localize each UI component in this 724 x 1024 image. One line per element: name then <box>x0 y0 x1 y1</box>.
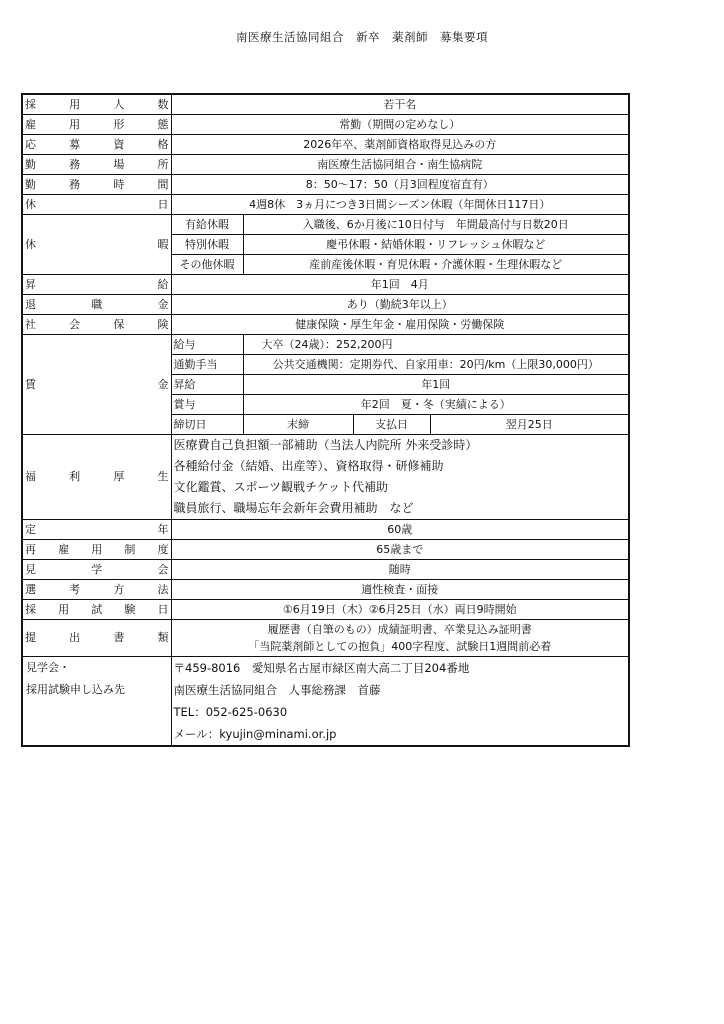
row-label <box>22 155 171 175</box>
row-contact <box>22 657 629 747</box>
contact-phone: TEL：052-625-0630 <box>173 705 288 719</box>
row-teinen <box>22 520 629 540</box>
contact-details <box>171 657 629 747</box>
label-char: 用 <box>58 602 70 616</box>
row-value: ①6月19日（木）②6月25日（水）両日9時開始 <box>171 600 629 620</box>
contact-email-link[interactable]: メール：kyujin@minami.or.jp <box>173 727 337 741</box>
label-char: 勤 <box>25 177 36 191</box>
row-value: 4週8休 3ヵ月につき3日間シーズン休暇（年間休日117日） <box>171 195 629 215</box>
pay-date-label: 支払日 <box>353 415 430 435</box>
label-char: 採 <box>25 97 36 111</box>
benefit-line: 各種給付金（結婚、出産等）、資格取得・研修補助 <box>173 459 444 473</box>
row-label <box>22 275 171 295</box>
label-char: 法 <box>157 582 169 596</box>
row-label <box>22 295 171 315</box>
row-kyuka <box>22 215 629 235</box>
label-char: 間 <box>157 177 169 191</box>
row-value <box>171 620 629 657</box>
label-char: 提 <box>25 631 36 644</box>
contact-department: 南医療生活協同組合 人事総務課 首藤 <box>173 683 381 697</box>
label-char: 雇 <box>58 542 70 556</box>
row-value: 南医療生活協同組合・南生協病院 <box>171 155 629 175</box>
label-char: 務 <box>69 157 81 171</box>
row-value: 大卒（24歳）：252,200円 <box>243 335 629 355</box>
label-char: 定 <box>25 522 36 536</box>
label-char: 社 <box>25 317 36 331</box>
label-char: 厚 <box>113 470 125 483</box>
row-label <box>22 135 171 155</box>
row-value: 年2回 夏・冬（実績による） <box>243 395 629 415</box>
row-value: 適性検査・面接 <box>171 580 629 600</box>
row-label <box>22 94 171 115</box>
row-label <box>22 620 171 657</box>
label-char: 用 <box>91 542 103 556</box>
row-label <box>22 215 171 275</box>
row-value: 60歳 <box>171 520 629 540</box>
row-shakai-hoken <box>22 315 629 335</box>
label-char: 数 <box>157 97 169 111</box>
label-char: 利 <box>69 470 81 483</box>
row-value: 末締 <box>243 415 353 435</box>
contact-address: 〒459-8016 愛知県名古屋市緑区南大高二丁目204番地 <box>173 661 470 675</box>
label-char: 形 <box>113 117 125 131</box>
label-char: 年 <box>157 522 169 536</box>
row-label <box>22 115 171 135</box>
row-fukuri <box>22 435 629 520</box>
row-label <box>22 315 171 335</box>
page-title: 南医療生活協同組合 新卒 薬剤師 募集要項 <box>236 30 488 44</box>
label-char: 職 <box>91 297 103 311</box>
benefit-line: 職員旅行、職場忘年会新年会費用補助 など <box>173 501 414 515</box>
label-char: 賃 <box>25 377 36 391</box>
row-label <box>22 435 171 520</box>
row-label <box>22 335 171 435</box>
label-char: 考 <box>69 582 81 596</box>
row-value: 公共交通機関：定期券代、自家用車：20円/km（上限30,000円） <box>243 355 629 375</box>
contact-label <box>22 657 171 747</box>
label-char: 会 <box>157 562 169 576</box>
row-teishutsu <box>22 620 629 657</box>
label-char: 休 <box>25 237 36 251</box>
label-char: 度 <box>157 542 169 556</box>
sub-label: 締切日 <box>171 415 243 435</box>
contact-label-line: 採用試験申し込み先 <box>26 683 125 696</box>
row-kinmu-jikan <box>22 175 629 195</box>
row-chingin-kyuyo <box>22 335 629 355</box>
pay-date-value: 翌月25日 <box>430 415 629 435</box>
label-char: 出 <box>69 631 81 644</box>
label-char: 態 <box>157 117 169 131</box>
row-value <box>171 435 629 520</box>
row-kengaku <box>22 560 629 580</box>
label-char: 類 <box>157 631 169 644</box>
row-kinmu-basho <box>22 155 629 175</box>
label-char: 生 <box>157 470 169 483</box>
label-char: 所 <box>157 157 169 171</box>
label-char: 保 <box>113 317 125 331</box>
label-char: 時 <box>113 177 125 191</box>
benefit-line: 文化鑑賞、スポーツ観戦チケット代補助 <box>173 480 388 494</box>
sub-label: その他休暇 <box>171 255 243 275</box>
label-char: 勤 <box>25 157 36 171</box>
sub-label: 通勤手当 <box>171 355 243 375</box>
row-label <box>22 540 171 560</box>
row-value: あり（勤続3年以上） <box>171 295 629 315</box>
label-char: 書 <box>113 631 125 644</box>
label-char: 用 <box>69 117 81 131</box>
label-char: 給 <box>157 277 169 291</box>
sub-label: 給与 <box>171 335 243 355</box>
label-char: 用 <box>69 97 81 111</box>
contact-label-line: 見学会・ <box>26 661 70 674</box>
label-char: 格 <box>157 137 169 151</box>
label-char: 日 <box>157 602 169 616</box>
label-char: 務 <box>69 177 81 191</box>
sub-label: 賞与 <box>171 395 243 415</box>
label-char: 再 <box>25 542 36 556</box>
row-value: 年1回 4月 <box>171 275 629 295</box>
benefit-line: 医療費自己負担額一部補助（当法人内院所 外来受診時） <box>173 438 478 452</box>
row-saiyo-ninzu <box>22 94 629 115</box>
recruitment-table <box>21 93 630 747</box>
row-value: 65歳まで <box>171 540 629 560</box>
label-char: 方 <box>113 582 125 596</box>
label-char: 選 <box>25 582 36 596</box>
row-kyujitsu <box>22 195 629 215</box>
label-char: 金 <box>157 377 169 391</box>
row-label <box>22 580 171 600</box>
row-value: 年1回 <box>243 375 629 395</box>
label-char: 昇 <box>25 277 36 291</box>
sub-label: 有給休暇 <box>171 215 243 235</box>
row-label <box>22 520 171 540</box>
label-char: 採 <box>25 602 36 616</box>
row-value: 入職後、6か月後に10日付与 年間最高付与日数20日 <box>243 215 629 235</box>
row-obo-shikaku <box>22 135 629 155</box>
row-value: 常勤（期間の定めなし） <box>171 115 629 135</box>
label-char: 金 <box>157 297 169 311</box>
label-char: 募 <box>69 137 81 151</box>
label-char: 験 <box>124 602 136 616</box>
label-char: 会 <box>69 317 81 331</box>
row-value: 若干名 <box>171 94 629 115</box>
row-label <box>22 600 171 620</box>
row-label <box>22 175 171 195</box>
document-line: 「当院薬剤師としての抱負」400字程度、試験日1週間前必着 <box>248 640 552 653</box>
row-saikoyo <box>22 540 629 560</box>
label-char: 福 <box>25 470 36 483</box>
row-koyo-keitai <box>22 115 629 135</box>
label-char: 資 <box>113 137 125 151</box>
row-senko <box>22 580 629 600</box>
row-taishokukin <box>22 295 629 315</box>
document-line: 履歴書（自筆のもの）成績証明書、卒業見込み証明書 <box>267 623 532 636</box>
row-shiken-bi <box>22 600 629 620</box>
row-value: 2026年卒、薬剤師資格取得見込みの方 <box>171 135 629 155</box>
label-char: 雇 <box>25 117 36 131</box>
label-char: 暇 <box>157 237 169 251</box>
sub-label: 昇給 <box>171 375 243 395</box>
label-char: 応 <box>25 137 36 151</box>
row-label <box>22 560 171 580</box>
label-char: 学 <box>91 562 103 576</box>
label-char: 見 <box>25 562 36 576</box>
label-char: 試 <box>91 602 103 616</box>
row-value: 慶弔休暇・結婚休暇・リフレッシュ休暇など <box>243 235 629 255</box>
row-label <box>22 195 171 215</box>
row-value: 随時 <box>171 560 629 580</box>
row-value: 8：50〜17：50（月3回程度宿直有） <box>171 175 629 195</box>
label-char: 退 <box>25 297 36 311</box>
row-value: 産前産後休暇・育児休暇・介護休暇・生理休暇など <box>243 255 629 275</box>
label-char: 場 <box>113 157 125 171</box>
label-char: 険 <box>157 317 169 331</box>
sub-label: 特別休暇 <box>171 235 243 255</box>
row-value: 健康保険・厚生年金・雇用保険・労働保険 <box>171 315 629 335</box>
label-char: 休 <box>25 197 36 211</box>
row-shokyu <box>22 275 629 295</box>
label-char: 人 <box>113 97 125 111</box>
label-char: 制 <box>124 542 136 556</box>
label-char: 日 <box>157 197 169 211</box>
